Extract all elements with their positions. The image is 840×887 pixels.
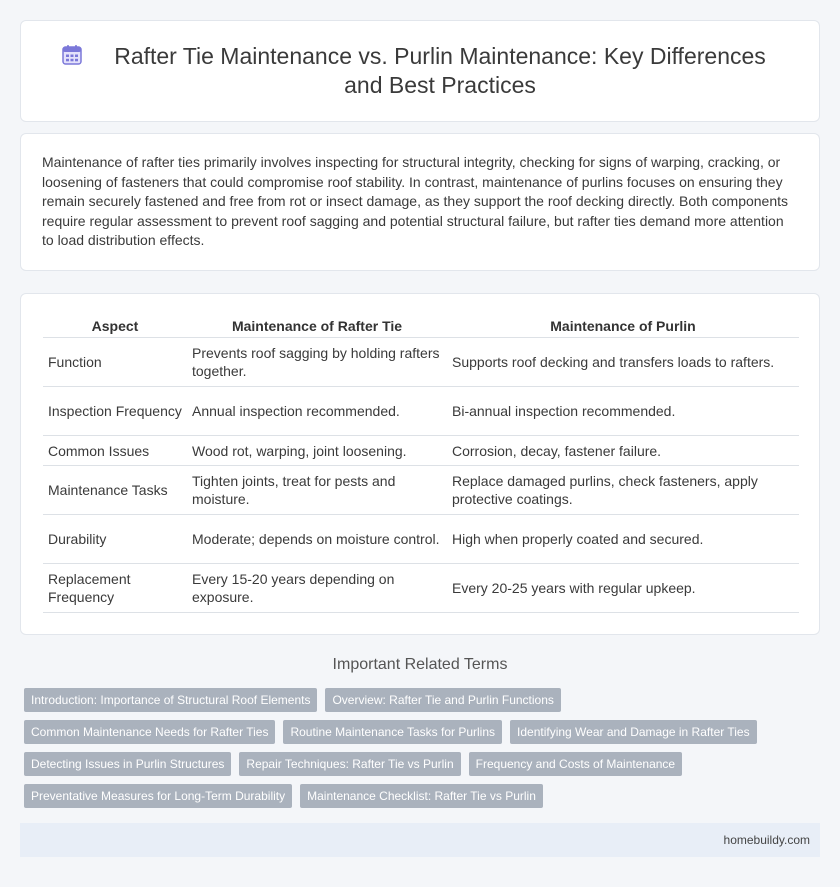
table-cell-purlin: Bi-annual inspection recommended. xyxy=(447,387,799,436)
table-cell-rafter-tie: Annual inspection recommended. xyxy=(187,387,447,436)
tag-common-maintenance-needs[interactable]: Common Maintenance Needs for Rafter Ties xyxy=(24,720,275,744)
table-row xyxy=(43,387,799,436)
tag-row xyxy=(24,752,824,776)
table-cell-purlin: Replace damaged purlins, check fasteners, apply protective coatings. xyxy=(447,466,799,515)
table-cell-purlin: Corrosion, decay, fastener failure. xyxy=(447,436,799,466)
table-cell-aspect: Inspection Frequency xyxy=(43,387,187,436)
tag-overview[interactable]: Overview: Rafter Tie and Purlin Functions xyxy=(325,688,560,712)
table-cell-purlin: High when properly coated and secured. xyxy=(447,515,799,564)
tag-frequency-costs[interactable]: Frequency and Costs of Maintenance xyxy=(469,752,682,776)
summary-card xyxy=(20,133,820,271)
tag-identifying-wear[interactable]: Identifying Wear and Damage in Rafter Ties xyxy=(510,720,757,744)
calendar-icon xyxy=(61,44,83,66)
related-terms-title: Important Related Terms xyxy=(332,656,508,673)
footer-site[interactable]: homebuildy.com xyxy=(723,833,810,847)
table-cell-aspect: Maintenance Tasks xyxy=(43,466,187,515)
table-cell-purlin: Supports roof decking and transfers loads to rafters. xyxy=(447,338,799,387)
comparison-table-card xyxy=(20,293,820,635)
table-header-row xyxy=(43,312,799,338)
tag-routine-maintenance-tasks[interactable]: Routine Maintenance Tasks for Purlins xyxy=(283,720,502,744)
column-header-purlin: Maintenance of Purlin xyxy=(447,312,799,338)
table-cell-purlin: Every 20-25 years with regular upkeep. xyxy=(447,564,799,613)
table-cell-rafter-tie: Wood rot, warping, joint loosening. xyxy=(187,436,447,466)
tag-row xyxy=(24,784,824,808)
footer xyxy=(20,823,820,857)
table-cell-rafter-tie: Tighten joints, treat for pests and moisture. xyxy=(187,466,447,515)
tag-detecting-issues[interactable]: Detecting Issues in Purlin Structures xyxy=(24,752,231,776)
table-row xyxy=(43,338,799,387)
related-terms-tags xyxy=(24,688,824,816)
title-wrap xyxy=(61,42,779,100)
tag-repair-techniques[interactable]: Repair Techniques: Rafter Tie vs Purlin xyxy=(239,752,460,776)
tag-preventative-measures[interactable]: Preventative Measures for Long-Term Durability xyxy=(24,784,292,808)
table-cell-rafter-tie: Prevents roof sagging by holding rafters together. xyxy=(187,338,447,387)
table-cell-rafter-tie: Every 15-20 years depending on exposure. xyxy=(187,564,447,613)
table-cell-rafter-tie: Moderate; depends on moisture control. xyxy=(187,515,447,564)
column-header-aspect: Aspect xyxy=(43,312,187,338)
table-row xyxy=(43,436,799,466)
comparison-table xyxy=(43,312,799,613)
table-cell-aspect: Common Issues xyxy=(43,436,187,466)
tag-row xyxy=(24,688,824,712)
tag-maintenance-checklist[interactable]: Maintenance Checklist: Rafter Tie vs Purlin xyxy=(300,784,543,808)
page-title: Rafter Tie Maintenance vs. Purlin Maintenance: Key Differences and Best Practices xyxy=(114,43,766,98)
summary-text: Maintenance of rafter ties primarily involves inspecting for structural integrity, checking for signs of warping, cracking, or loosening of fasteners that could compromise roof stability. In contrast, maintenance of purlins focuses on ensuring they remain securely fastened and free from rot or insect damage, as they support the roof decking directly. Both components require regular assessment to prevent roof sagging and potential structural failure, but rafter ties demand more attention to load distribution effects. xyxy=(42,154,789,248)
column-header-rafter-tie: Maintenance of Rafter Tie xyxy=(187,312,447,338)
table-row xyxy=(43,564,799,613)
table-cell-aspect: Function xyxy=(43,338,187,387)
tag-introduction[interactable]: Introduction: Importance of Structural Roof Elements xyxy=(24,688,317,712)
header-card xyxy=(20,20,820,122)
table-cell-aspect: Durability xyxy=(43,515,187,564)
table-cell-aspect: Replacement Frequency xyxy=(43,564,187,613)
table-row xyxy=(43,466,799,515)
tag-row xyxy=(24,720,824,744)
table-row xyxy=(43,515,799,564)
